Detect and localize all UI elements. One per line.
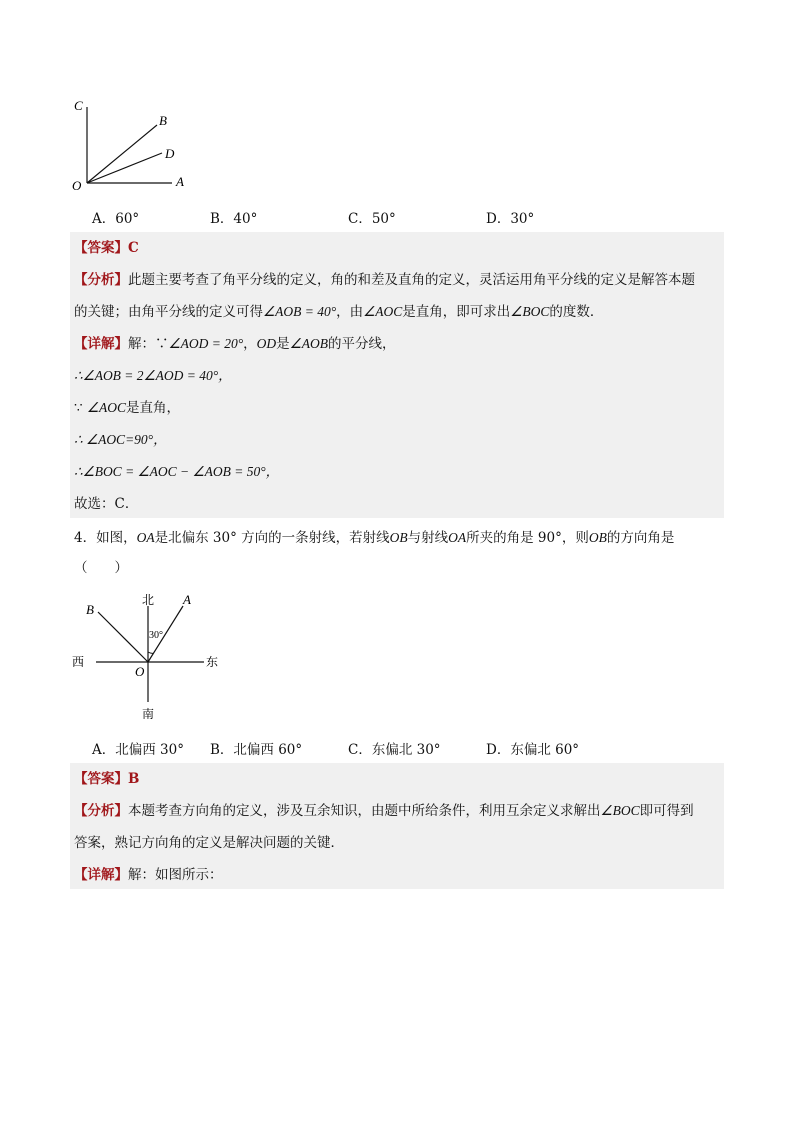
label-o: O [72, 178, 82, 193]
math-expression: ∠BOC [600, 803, 640, 818]
analysis-text: 此题主要考查了角平分线的定义，角的和差及直角的定义，灵活运用角平分线的定义是解答本题 [128, 272, 695, 288]
analysis-text: ，由 [336, 304, 364, 320]
q3-option-c[interactable]: C．50° [348, 211, 396, 227]
step-text: ∵ [74, 400, 87, 416]
analysis-text: 的度数． [549, 304, 604, 320]
analysis-text: 即可得到 [639, 803, 694, 819]
q4-analysis-line-1 [74, 801, 694, 821]
math-expression: ∠AOD = 20° [168, 336, 244, 351]
q4-option-b[interactable]: B．北偏西 60° [210, 742, 303, 758]
detail-text: ， [243, 336, 257, 352]
label-a: A [183, 592, 191, 607]
label-b: B [86, 602, 94, 617]
q4-stem-line-1 [74, 526, 674, 546]
east-label: 东 [206, 655, 219, 669]
q4-detail-line [74, 865, 223, 885]
south-label: 南 [142, 707, 155, 721]
answer-value: B [128, 771, 140, 787]
q4-stem-line-2: （ ） [74, 560, 128, 576]
label-b: B [159, 113, 167, 128]
detail-tag: 【详解】 [74, 867, 128, 883]
step-text: 是直角， [126, 400, 180, 416]
q3-detail-line [74, 334, 395, 354]
detail-text: 解：如图所示： [128, 867, 223, 883]
q4-option-c[interactable]: C．东偏北 30° [348, 742, 441, 758]
analysis-tag: 【分析】 [74, 272, 128, 288]
math-expression: ∠AOB = 40° [263, 304, 337, 319]
analysis-tag: 【分析】 [74, 803, 128, 819]
q4-option-d[interactable]: D．东偏北 60° [486, 742, 580, 758]
detail-text: 是 [276, 336, 290, 352]
q3-step-2 [74, 398, 180, 418]
q3-answer-line [74, 238, 139, 258]
question-text: 与射线 [407, 530, 449, 546]
compass-figure [66, 590, 226, 725]
math-expression: OA [136, 530, 155, 545]
label-o: O [135, 664, 145, 679]
q3-option-b[interactable]: B．40° [210, 211, 258, 227]
question-text: 4．如图， [74, 530, 137, 546]
q3-step-1: ∴∠AOB = 2∠AOD = 40°， [74, 368, 232, 383]
analysis-text: 是直角，即可求出 [402, 304, 511, 320]
math-expression: ∠AOC [86, 400, 126, 415]
question-text: 是北偏东 30° 方向的一条射线，若射线 [154, 530, 390, 546]
q3-options [92, 207, 712, 229]
detail-tag: 【详解】 [74, 336, 128, 352]
math-expression: ∠BOC [510, 304, 550, 319]
q4-option-a[interactable]: A．北偏西 30° [92, 742, 184, 758]
math-expression: OA [448, 530, 467, 545]
math-expression: ∠AOB [289, 336, 328, 351]
q4-analysis-line-2: 答案，熟记方向角的定义是解决问题的关键． [74, 835, 344, 851]
q4-options [92, 738, 712, 760]
detail-text: 的平分线， [327, 336, 396, 352]
label-a: A [176, 174, 184, 189]
question-text: 的方向角是 [606, 530, 675, 546]
q3-step-3: ∴ ∠AOC=90°， [74, 432, 167, 447]
math-expression: OD [256, 336, 277, 351]
question-text: 所夹的角是 90°，则 [466, 530, 589, 546]
analysis-text: 本题考查方向角的定义，涉及互余知识，由题中所给条件，利用互余定义求解出 [128, 803, 601, 819]
label-c: C [74, 98, 83, 113]
q3-analysis-line-2 [74, 302, 603, 322]
answer-tag: 【答案】 [74, 771, 128, 787]
north-label: 北 [142, 593, 155, 607]
label-d: D [165, 146, 175, 161]
q3-step-4: ∴∠BOC = ∠AOC − ∠AOB = 50°， [74, 464, 280, 479]
west-label: 西 [72, 655, 85, 669]
detail-text: 解：∵ [128, 336, 169, 352]
analysis-text: 的关键；由角平分线的定义可得 [74, 304, 263, 320]
q3-final: 故选：C． [74, 496, 139, 512]
q3-option-a[interactable]: A．60° [92, 211, 140, 227]
q3-analysis-line-1 [74, 270, 695, 290]
math-expression: OB [389, 530, 408, 545]
q3-option-d[interactable]: D．30° [486, 211, 535, 227]
answer-tag: 【答案】 [74, 240, 128, 256]
angle-figure-1 [62, 95, 202, 200]
answer-value: C [128, 240, 139, 256]
math-expression: OB [588, 530, 607, 545]
math-expression: ∠AOC [363, 304, 403, 319]
angle-label: 30° [149, 630, 163, 641]
q4-answer-line [74, 769, 139, 789]
